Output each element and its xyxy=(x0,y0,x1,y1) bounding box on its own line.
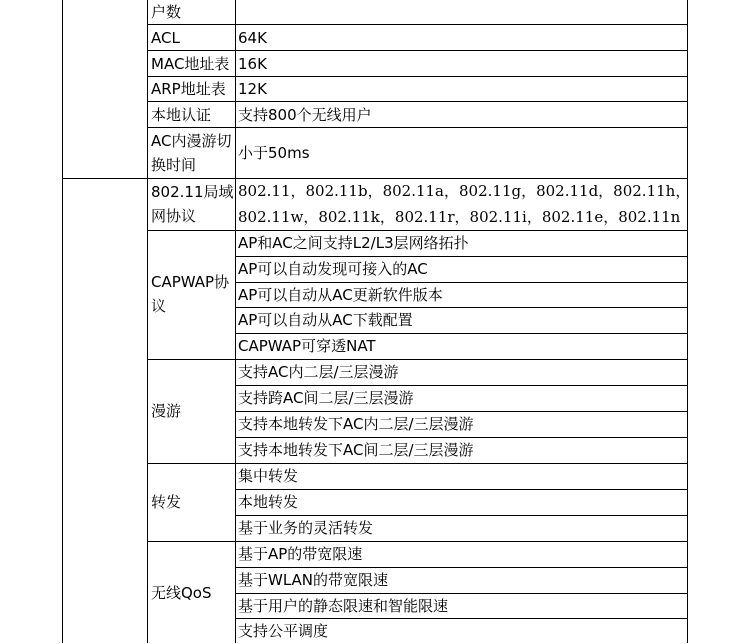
table-border-right xyxy=(687,0,688,643)
group-name-cell: CAPWAP协议 xyxy=(151,273,230,315)
group-item: 本地转发 xyxy=(238,493,299,511)
group-item: 支持跨AC间二层/三层漫游 xyxy=(238,389,414,407)
group-item: 基于WLAN的带宽限速 xyxy=(238,571,389,589)
row-divider xyxy=(147,101,688,102)
group-item: CAPWAP可穿透NAT xyxy=(238,337,376,355)
row-divider xyxy=(147,359,688,360)
group-item: 支持公平调度 xyxy=(238,622,329,640)
spec-value-cell: 小于50ms xyxy=(238,144,310,162)
row-divider xyxy=(147,463,688,464)
group-item: AP可以自动从AC更新软件版本 xyxy=(238,286,443,304)
spec-name-cell: ARP地址表 xyxy=(151,80,226,98)
group-item: 基于业务的灵活转发 xyxy=(238,519,374,537)
table-col-divider-2 xyxy=(235,0,236,643)
table-border-left xyxy=(62,0,63,643)
group-item: AP可以自动从AC下载配置 xyxy=(238,311,413,329)
protocol-value-line: 802.11，802.11b，802.11a，802.11g，802.11d，802.11h， xyxy=(238,182,691,200)
spec-value-cell: 12K xyxy=(238,80,267,98)
row-divider xyxy=(147,127,688,128)
group-item: AP和AC之间支持L2/L3层网络拓扑 xyxy=(238,234,469,252)
group-item: 集中转发 xyxy=(238,467,299,485)
group-item: 基于用户的静态限速和智能限速 xyxy=(238,597,449,615)
group-item: 基于AP的带宽限速 xyxy=(238,545,363,563)
row-divider xyxy=(147,541,688,542)
protocol-value-line: 802.11w，802.11k，802.11r，802.11i，802.11e，802.11n xyxy=(238,208,681,226)
group-item: 支持AC内二层/三层漫游 xyxy=(238,363,399,381)
spec-value-cell: 64K xyxy=(238,29,267,47)
spec-name-cell: 户数 xyxy=(151,3,182,21)
table-col-divider-1 xyxy=(147,0,148,643)
group-name-cell: 无线QoS xyxy=(151,584,212,602)
row-divider xyxy=(147,24,688,25)
protocol-name-cell: 802.11局域网协议 xyxy=(151,183,234,225)
spec-value-cell: 支持800个无线用户 xyxy=(238,106,372,124)
group-name-cell: 漫游 xyxy=(151,402,182,420)
spec-name-cell: 本地认证 xyxy=(151,106,212,124)
group-name-cell: 转发 xyxy=(151,493,182,511)
group-item: AP可以自动发现可接入的AC xyxy=(238,260,428,278)
spec-name-cell: ACL xyxy=(151,29,180,47)
spec-name-cell: MAC地址表 xyxy=(151,55,230,73)
sub-row-divider xyxy=(235,489,688,490)
group-item: 支持本地转发下AC内二层/三层漫游 xyxy=(238,415,474,433)
spec-value-cell: 16K xyxy=(238,55,267,73)
spec-name-cell: AC内漫游切换时间 xyxy=(151,132,232,174)
group-item: 支持本地转发下AC间二层/三层漫游 xyxy=(238,441,474,459)
